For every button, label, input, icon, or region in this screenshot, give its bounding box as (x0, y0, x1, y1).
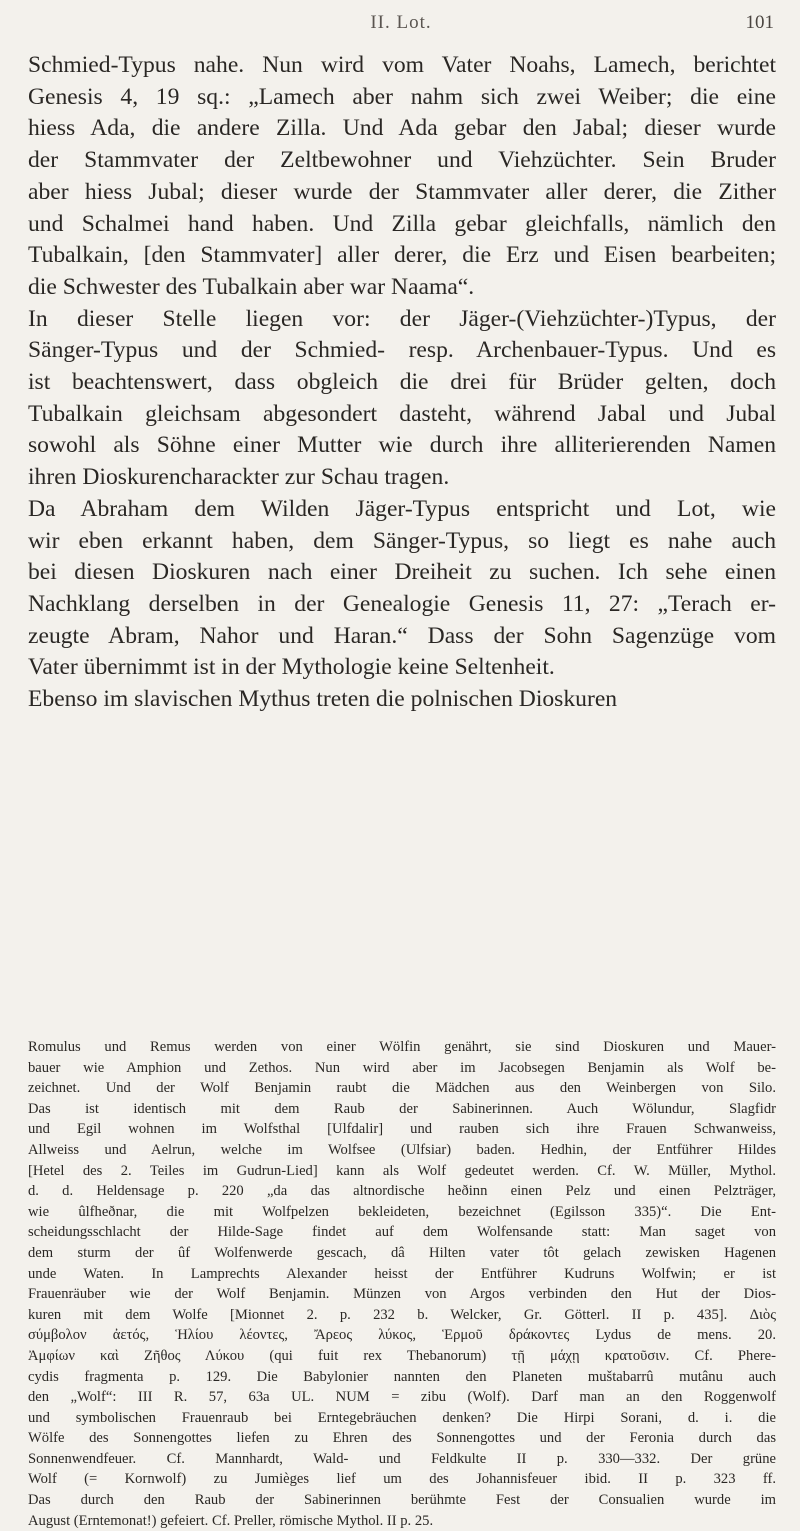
text-line: Nachklang derselben in der Genealogie Genesis 11, 27: „Terach er- (28, 590, 776, 617)
footnote-line: d. d. Heldensage p. 220 „da das altnordische heðinn einen Pelz und einen Pelzträger, (28, 1183, 776, 1200)
text-line: zeugte Abram, Nahor und Haran.“ Dass der Sohn Sagenzüge vom (28, 622, 776, 649)
page-header (28, 12, 774, 42)
text-line: die Schwester des Tubalkain aber war Naama“. (28, 273, 475, 300)
running-title: II. Lot. (370, 12, 432, 33)
text-line: Sänger-Typus und der Schmied- resp. Archenbauer-Typus. Und es (28, 337, 776, 364)
text-line: aber hiess Jubal; dieser wurde der Stammvater aller derer, die Zither (28, 178, 776, 205)
text-line: sowohl als Söhne einer Mutter wie durch ihre alliterierenden Namen (28, 432, 776, 459)
footnote-line: Allweiss und Aelrun, welche im Wolfsee (Ulfsiar) baden. Hedhin, der Entführer Hildes (28, 1141, 776, 1158)
text-line: und Schalmei hand haben. Und Zilla gebar gleichfalls, nämlich den (28, 210, 776, 237)
footnote-line: August (Erntemonat!) gefeiert. Cf. Preller, römische Mythol. II p. 25. (28, 1512, 434, 1529)
text-line: Genesis 4, 19 sq.: „Lamech aber nahm sich zwei Weiber; die eine (28, 83, 776, 110)
text-line: Schmied-Typus nahe. Nun wird vom Vater Noahs, Lamech, berichtet (28, 52, 776, 78)
footnote-line: kuren mit dem Wolfe [Mionnet 2. p. 232 b. Welcker, Gr. Götterl. II p. 435]. Διὸς (28, 1306, 776, 1323)
text-line: der Stammvater der Zeltbewohner und Viehzüchter. Sein Bruder (28, 147, 776, 174)
text-line: Tubalkain, [den Stammvater] aller derer, die Erz und Eisen bearbeiten; (28, 242, 776, 269)
page-number: 101 (745, 12, 774, 33)
footnote-line: σύμβολον ἀετός, Ἡλίου λέοντες, Ἄρεος λύκος, Ἑρμοῦ δράκοντες Lydus de mens. 20. (28, 1327, 776, 1344)
footnote-line: den „Wolf“: III R. 57, 63a UL. NUM = zibu (Wolf). Darf man an den Roggenwolf (28, 1389, 776, 1406)
text-line: In dieser Stelle liegen vor: der Jäger-(Viehzüchter-)Typus, der (28, 305, 776, 332)
footnote-text (28, 1037, 776, 1531)
footnote-line: und Egil wohnen im Wolfsthal [Ulfdalir] und rauben sich ihre Frauen Schwanweiss, (28, 1121, 776, 1138)
footnote-line: Wölfe des Sonnengottes liefen zu Ehren des Sonnengottes und der Feronia durch das (28, 1430, 776, 1447)
footnote-line: Sonnenwendfeuer. Cf. Mannhardt, Wald- und Feldkulte II p. 330—332. Der grüne (28, 1450, 776, 1467)
footnote-line: zeichnet. Und der Wolf Benjamin raubt die Mädchen aus den Weinbergen von Silo. (28, 1080, 776, 1097)
footnote-line: [Hetel des 2. Teiles im Gudrun-Lied] kann als Wolf gedeutet werden. Cf. W. Müller, Mythol. (28, 1162, 776, 1179)
footnote-line: Frauenräuber wie der Wolf Benjamin. Münzen von Argos verbinden den Hut der Dios- (28, 1286, 776, 1303)
footnote-line: Romulus und Remus werden von einer Wölfin genährt, sie sind Dioskuren und Mauer- (28, 1039, 776, 1055)
text-line: Tubalkain gleichsam abgesondert dasteht, während Jabal und Jubal (28, 400, 776, 427)
text-line: ihren Dioskurencharackter zur Schau tragen. (28, 464, 450, 491)
text-line: Da Abraham dem Wilden Jäger-Typus entspricht und Lot, wie (28, 495, 776, 522)
footnote-line: dem sturm der ûf Wolfenwerde gescach, dâ Hilten vater tôt gelach zewisken Hagenen (28, 1244, 776, 1261)
footnote-line: wie ûlfheðnar, die mit Wolfpelzen bekleideten, bezeichnet (Egilsson 335)“. Die Ent- (28, 1203, 776, 1220)
footnote-line: cydis fragmenta p. 129. Die Babylonier nannten den Planeten muštabarrû mutânu auch (28, 1368, 776, 1385)
text-line: bei diesen Dioskuren nach einer Dreiheit zu suchen. Ich sehe einen (28, 559, 776, 586)
footnote-line: bauer wie Amphion und Zethos. Nun wird aber im Jacobsegen Benjamin als Wolf be- (28, 1059, 776, 1076)
main-text (28, 50, 776, 716)
footnote-line: Das durch den Raub der Sabinerinnen berühmte Fest der Consualien wurde im (28, 1492, 776, 1509)
footnote-line: Wolf (= Kornwolf) zu Jumièges lief um des Johannisfeuer ibid. II p. 323 ff. (28, 1471, 776, 1488)
text-line: wir eben erkannt haben, dem Sänger-Typus, so liegt es nahe auch (28, 527, 776, 554)
footnote-line: Ἀμφίων καὶ Ζῆθος Λύκου (qui fuit rex Thebanorum) τῇ μάχῃ κρατοῦσιν. Cf. Phere- (28, 1347, 776, 1364)
text-line: Vater übernimmt ist in der Mythologie keine Seltenheit. (28, 654, 555, 681)
text-line: ist beachtenswert, dass obgleich die drei für Brüder gelten, doch (28, 369, 776, 396)
footnote-line: und symbolischen Frauenraub bei Erntegebräuchen denken? Die Hirpi Sorani, d. i. die (28, 1409, 776, 1426)
footnote-line: unde Waten. In Lamprechts Alexander heisst der Entführer Kudruns Wolfwin; er ist (28, 1265, 776, 1282)
footnote-line: Das ist identisch mit dem Raub der Sabinerinnen. Auch Wölundur, Slagfidr (28, 1100, 776, 1117)
text-line: Ebenso im slavischen Mythus treten die polnischen Dioskuren (28, 686, 618, 713)
text-line: hiess Ada, die andere Zilla. Und Ada gebar den Jabal; dieser wurde (28, 115, 776, 142)
footnote-line: scheidungsschlacht der Hilde-Sage findet auf dem Wolfensande statt: Man saget von (28, 1224, 776, 1241)
